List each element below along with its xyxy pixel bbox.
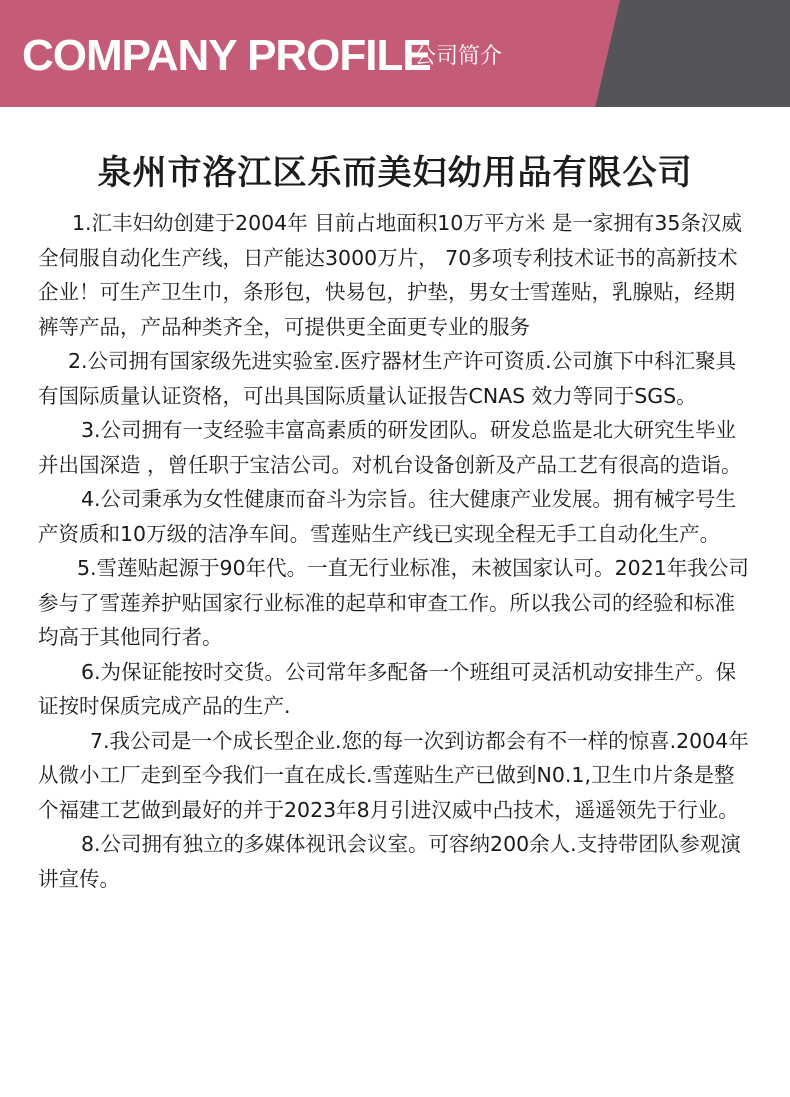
- paragraph-8: 8.公司拥有独立的多媒体视讯会议室。可容纳200余人.支持带团队参观演讲宣传。: [38, 832, 741, 891]
- paragraph-5: 5.雪莲贴起源于90年代。一直无行业标准，未被国家认可。2021年我公司参与了雪莲养护贴国家行业标准的起草和审查工作。所以我公司的经验和标准均高于其他同行者。: [38, 556, 749, 649]
- paragraph-1: 1.汇丰妇幼创建于2004年 目前占地面积10万平方米 是一家拥有35条汉威全伺服自动化生产线，日产能达3000万片， 70多项专利技术证书的高新技术企业！可生产卫生巾，条形包，快易包，护垫，男女士雪莲贴，乳腺贴，经期裤等产品，产品种类齐全，可提供更全面更专业的服务: [38, 211, 742, 339]
- company-name: 泉州市洛江区乐而美妇幼用品有限公司: [97, 153, 693, 193]
- header-title: COMPANY PROFILE: [22, 31, 431, 80]
- paragraph-6: 6.为保证能按时交货。公司常年多配备一个班组可灵活机动安排生产。保证按时保质完成产品的生产.: [38, 659, 737, 718]
- paragraph-4: 4.公司秉承为女性健康而奋斗为宗旨。往大健康产业发展。拥有械字号生产资质和10万级的洁净车间。雪莲贴生产线已实现全程无手工自动化生产。: [38, 487, 737, 546]
- profile-header: [0, 0, 790, 107]
- paragraph-2: 2.公司拥有国家级先进实验室.医疗器材生产许可资质.公司旗下中科汇聚具有国际质量认证资格，可出具国际质量认证报告CNAS 效力等同于SGS。: [38, 349, 737, 408]
- profile-content: [38, 206, 754, 896]
- paragraph-7: 7.我公司是一个成长型企业.您的每一次到访都会有不一样的惊喜.2004年从微小工厂走到至今我们一直在成长.雪莲贴生产已做到N0.1,卫生巾片条是整个福建工艺做到最好的并于2023年8月引进汉威中凸技术，遥遥领先于行业。: [38, 728, 749, 822]
- header-subtitle: 公司简介: [414, 44, 503, 69]
- paragraph-3: 3.公司拥有一支经验丰富高素质的研发团队。研发总监是北大研究生毕业并出国深造 ，曾任职于宝洁公司。对机台设备创新及产品工艺有很高的造诣。: [38, 418, 742, 477]
